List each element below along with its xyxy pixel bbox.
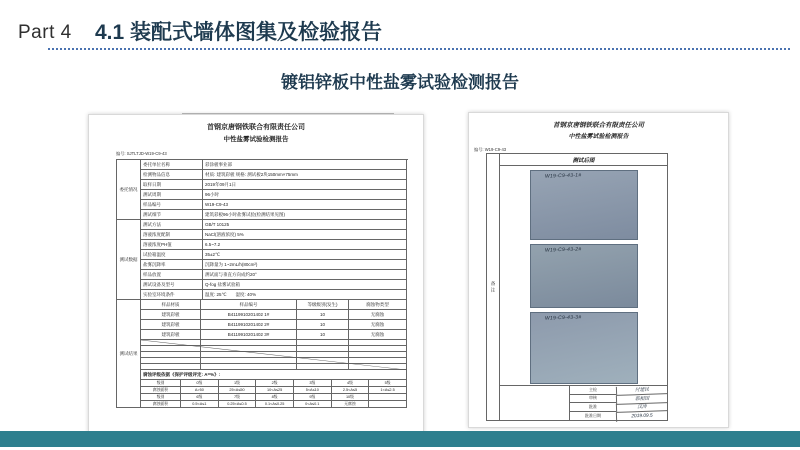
rating-cell: 8级 bbox=[256, 394, 294, 401]
empty-cell bbox=[201, 364, 297, 370]
result-cell: B4119910201402 2# bbox=[201, 320, 297, 330]
rating-cell: 10级 bbox=[332, 394, 370, 401]
field-value: W19-C9-43 bbox=[203, 200, 407, 210]
signature-value: 汉涛 bbox=[616, 402, 667, 412]
field-name: 测试设备及型号 bbox=[141, 280, 203, 290]
rating-cell: 腐蚀面积 bbox=[141, 401, 181, 408]
right-report-page bbox=[468, 112, 729, 428]
left-doc-company: 首钢京唐钢铁联合有限责任公司 bbox=[207, 123, 305, 131]
signature-strip bbox=[500, 385, 667, 420]
left-doc-tables bbox=[116, 159, 408, 408]
photos-area bbox=[500, 154, 667, 420]
field-value: 沉降量为 1~2mL/h(80cm²) bbox=[203, 260, 407, 270]
left-doc-number: 编号: SJTLTJD-W19-C9-43 bbox=[116, 151, 167, 156]
rating-grid bbox=[141, 380, 407, 408]
empty-rows-grid bbox=[141, 340, 407, 370]
photo-handwritten-label: W19-C9-43-1# bbox=[544, 172, 581, 180]
group-label: 委托情况 bbox=[117, 160, 141, 220]
field-name: 检测物品信息 bbox=[141, 170, 203, 180]
dotted-divider bbox=[48, 48, 790, 50]
report-group-table bbox=[116, 159, 408, 220]
result-grid bbox=[141, 300, 407, 340]
field-value: NaCl(溶液浓度) 5% bbox=[203, 230, 407, 240]
field-name: 溶液浓度配制 bbox=[141, 230, 203, 240]
rating-cell: 1<A≤2.5 bbox=[369, 387, 407, 394]
result-content bbox=[141, 300, 407, 408]
result-header-cell: 样品材质 bbox=[141, 300, 201, 310]
field-value: 温度: 25℃ 湿度: 40% bbox=[203, 290, 407, 300]
rating-cell: 5级 bbox=[369, 380, 407, 387]
signature-value: 付建民 bbox=[616, 385, 667, 395]
field-name: 试验箱温度 bbox=[141, 250, 203, 260]
result-cell: 建筑彩板 bbox=[141, 310, 201, 320]
field-value: 彩涂板事业部 bbox=[203, 160, 407, 170]
field-name: 取样日期 bbox=[141, 180, 203, 190]
result-cell: 无腐蚀 bbox=[349, 330, 407, 340]
empty-cell bbox=[349, 364, 407, 370]
right-doc-title: 中性盐雾试验检测报告 bbox=[568, 134, 629, 140]
rating-cell: 腐蚀面积 bbox=[141, 387, 181, 394]
signature-value: 2019.09.5 bbox=[616, 411, 667, 421]
field-value: 2019年09月1日 bbox=[203, 180, 407, 190]
rating-cell bbox=[369, 401, 407, 408]
empty-cell bbox=[141, 364, 201, 370]
result-header-cell: 腐蚀物类型 bbox=[349, 300, 407, 310]
field-name: 委托单位名称 bbox=[141, 160, 203, 170]
field-value: 6.5~7.2 bbox=[203, 240, 407, 250]
photos-header: 测试后图 bbox=[500, 154, 667, 166]
rating-cell: 0<A≤0.1 bbox=[294, 401, 332, 408]
signature-table bbox=[569, 386, 667, 420]
field-name: 样品放置 bbox=[141, 270, 203, 280]
field-name: 测试周期 bbox=[141, 190, 203, 200]
sample-photo bbox=[530, 170, 638, 240]
report-group-table bbox=[116, 220, 408, 300]
rating-cell: 级别 bbox=[141, 394, 181, 401]
photos-table bbox=[486, 153, 668, 421]
rating-cell: 9级 bbox=[294, 394, 332, 401]
side-label: 备注 bbox=[487, 154, 500, 420]
left-doc-title: 中性盐雾试验检测报告 bbox=[223, 136, 289, 143]
rating-cell: 25<A≤50 bbox=[219, 387, 257, 394]
sample-photo bbox=[530, 244, 638, 308]
rating-cell: 5<A≤10 bbox=[294, 387, 332, 394]
rating-cell: A>50 bbox=[181, 387, 219, 394]
result-cell: 10 bbox=[297, 330, 349, 340]
rating-cell: 7级 bbox=[219, 394, 257, 401]
rating-cell: 4级 bbox=[332, 380, 370, 387]
right-doc-company: 首钢京唐钢铁联合有限责任公司 bbox=[553, 122, 644, 129]
footer-bar bbox=[0, 431, 800, 447]
result-cell: B4119910201402 1# bbox=[201, 310, 297, 320]
rating-cell: 6级 bbox=[181, 394, 219, 401]
result-cell: 无腐蚀 bbox=[349, 320, 407, 330]
rating-cell: 2级 bbox=[256, 380, 294, 387]
rating-cell: 级别 bbox=[141, 380, 181, 387]
photo-handwritten-label: W19-C9-43-3# bbox=[544, 314, 581, 322]
empty-rows-block bbox=[141, 340, 407, 370]
result-cell: 10 bbox=[297, 320, 349, 330]
rating-cell bbox=[369, 394, 407, 401]
result-cell: 10 bbox=[297, 310, 349, 320]
field-name: 样品编号 bbox=[141, 200, 203, 210]
result-cell: B4119910201402 3# bbox=[201, 330, 297, 340]
result-cell: 无腐蚀 bbox=[349, 310, 407, 320]
field-value: 测试面与垂直方向成约20° bbox=[203, 270, 407, 280]
signature-value: 郭相国 bbox=[616, 394, 667, 404]
group-label: 测试数据 bbox=[117, 220, 141, 300]
rating-cell: 0.25<A≤0.5 bbox=[219, 401, 257, 408]
rating-cell: 2.5<A≤5 bbox=[332, 387, 370, 394]
section-title: 4.1 装配式墙体图集及检验报告 bbox=[95, 21, 383, 44]
field-name: 测试细节 bbox=[141, 210, 203, 220]
part-label: Part 4 bbox=[18, 22, 72, 43]
field-name: 溶液浓度PH值 bbox=[141, 240, 203, 250]
sample-photo bbox=[530, 312, 638, 384]
signature-label: 审核 bbox=[569, 395, 616, 404]
field-value: 建筑彩板96小时盐雾试验(检测结果见图) bbox=[203, 210, 407, 220]
field-value: 96小时 bbox=[203, 190, 407, 200]
field-value: 35±2℃ bbox=[203, 250, 407, 260]
field-value: 材质: 建筑彩板 规格: 测试板2块150mm×75mm bbox=[203, 170, 407, 180]
field-name: 实验室环境条件 bbox=[141, 290, 203, 300]
result-header-cell: 样品编号 bbox=[201, 300, 297, 310]
rating-cell: 3级 bbox=[294, 380, 332, 387]
empty-cell bbox=[297, 364, 349, 370]
slide-subtitle: 镀铝锌板中性盐雾试验检测报告 bbox=[281, 73, 519, 92]
photo-list bbox=[500, 166, 667, 384]
rating-cell: 0.1<A≤0.25 bbox=[256, 401, 294, 408]
field-name: 测试方法 bbox=[141, 220, 203, 230]
rating-cell: 10<A≤25 bbox=[256, 387, 294, 394]
group-label: 测试结果 bbox=[117, 300, 141, 408]
signature-label: 主检 bbox=[569, 386, 616, 395]
field-name: 盐雾沉降率 bbox=[141, 260, 203, 270]
photo-handwritten-label: W19-C9-43-2# bbox=[544, 246, 581, 254]
rating-basis-note: 腐蚀评级依据《保护评级评定: A=%》: bbox=[141, 370, 407, 380]
signature-label: 批准日期 bbox=[569, 412, 616, 421]
left-report-page bbox=[88, 114, 424, 434]
field-value: GB/T 10125 bbox=[203, 220, 407, 230]
result-cell: 建筑彩板 bbox=[141, 320, 201, 330]
field-value: Q-fog 盐雾试验箱 bbox=[203, 280, 407, 290]
result-table bbox=[116, 300, 408, 408]
result-cell: 建筑彩板 bbox=[141, 330, 201, 340]
rating-cell: 0.5<A≤1 bbox=[181, 401, 219, 408]
rating-cell: 1级 bbox=[219, 380, 257, 387]
right-doc-number: 编号: W19-C9-43 bbox=[474, 147, 507, 152]
rating-cell: 0级 bbox=[181, 380, 219, 387]
signature-label: 批准 bbox=[569, 403, 616, 412]
result-header-cell: 等级级别(发生) bbox=[297, 300, 349, 310]
rating-cell: 无腐蚀 bbox=[332, 401, 370, 408]
